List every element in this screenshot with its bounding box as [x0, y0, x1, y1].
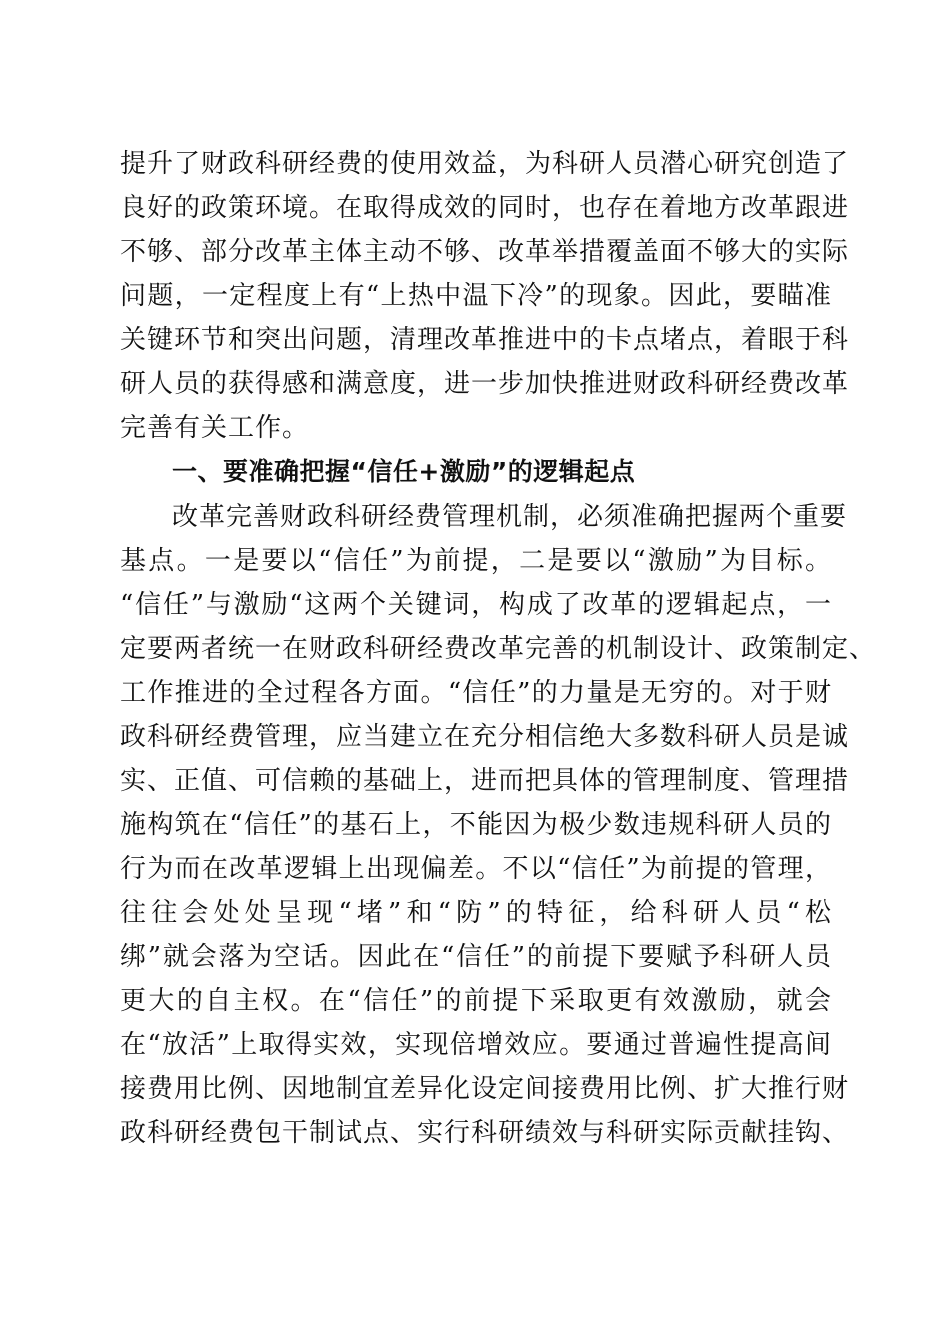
paragraph-line: 研人员的获得感和满意度，进一步加快推进财政科研经费改革 [120, 369, 850, 399]
paragraph-line: 绑”就会落为空话。因此在“信任”的前提下要赋予科研人员 [120, 942, 832, 972]
paragraph-line: 提升了财政科研经费的使用效益，为科研人员潜心研究创造了 [120, 149, 850, 179]
paragraph-line: 基点。一是要以“信任”为前提，二是要以“激励”为目标。 [120, 546, 832, 576]
paragraph-line: 行为而在改革逻辑上出现偏差。不以“信任”为前提的管理， [120, 854, 832, 884]
paragraph-line: 在“放活”上取得实效，实现倍增效应。要通过普遍性提高间 [120, 1030, 832, 1060]
paragraph-line: 更大的自主权。在“信任”的前提下采取更有效激励，就会 [120, 986, 832, 1016]
paragraph-line: 施构筑在“信任”的基石上，不能因为极少数违规科研人员的 [120, 810, 832, 840]
paragraph-line: 问题，一定程度上有“上热中温下冷”的现象。因此，要瞄准 [120, 281, 832, 311]
paragraph-line: 关键环节和突出问题，清理改革推进中的卡点堵点，着眼于科 [120, 325, 850, 355]
paragraph-line: 完善有关工作。 [120, 413, 310, 443]
paragraph-line: “信任”与激励“这两个关键词，构成了改革的逻辑起点，一 [120, 590, 832, 620]
paragraph-line: 接费用比例、因地制宜差异化设定间接费用比例、扩大推行财 [120, 1074, 850, 1104]
paragraph-line: 往往会处处呈现“堵”和“防”的特征，给科研人员“松 [120, 898, 832, 928]
paragraph-line: 政科研经费管理，应当建立在充分相信绝大多数科研人员是诚 [120, 722, 850, 752]
paragraph-line: 不够、部分改革主体主动不够、改革举措覆盖面不够大的实际 [120, 237, 850, 267]
section-heading: 一、要准确把握“信任+激励”的逻辑起点 [172, 457, 636, 486]
paragraph-line: 改革完善财政科研经费管理机制，必须准确把握两个重要 [172, 502, 848, 532]
paragraph-line: 实、正值、可信赖的基础上，进而把具体的管理制度、管理措 [120, 766, 850, 796]
paragraph-line: 政科研经费包干制试点、实行科研绩效与科研实际贡献挂钩、 [120, 1118, 850, 1148]
paragraph-line: 定要两者统一在财政科研经费改革完善的机制设计、政策制定、 [120, 634, 877, 664]
paragraph-line: 工作推进的全过程各方面。“信任”的力量是无穷的。对于财 [120, 678, 832, 708]
paragraph-line: 良好的政策环境。在取得成效的同时，也存在着地方改革跟进 [120, 193, 850, 223]
